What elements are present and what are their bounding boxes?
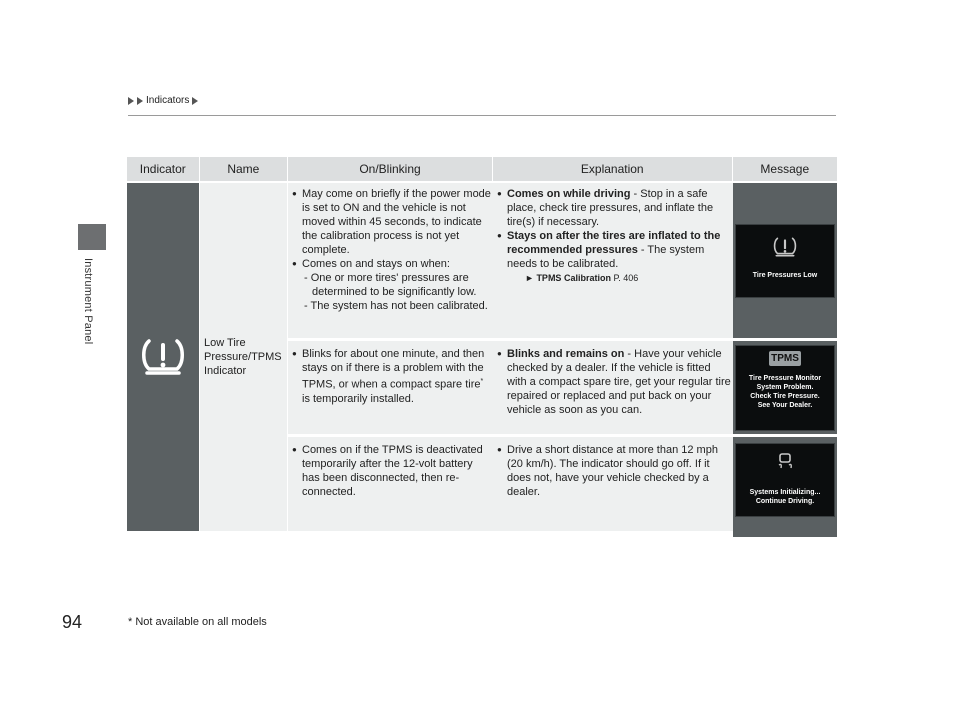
on-blinking-bullet: ● Comes on and stays on when: <box>288 257 492 271</box>
on-blinking-cell <box>288 183 492 313</box>
skid-car-icon <box>775 452 795 472</box>
page-number: 94 <box>62 612 83 632</box>
message-cell <box>733 183 837 338</box>
message-cell <box>733 341 837 434</box>
footnote: * Not available on all models <box>128 616 267 628</box>
chapter-tab <box>78 224 106 250</box>
breadcrumb-arrow-icon <box>128 97 134 105</box>
message-text: See Your Dealer. <box>757 401 813 409</box>
on-blinking-bullet: ● May come on briefly if the power mode is set to ON and the vehicle is not moved within 45 seconds, to indicate the calibration process is not yet complete. <box>288 187 492 257</box>
tpms-warning-icon <box>139 337 187 377</box>
breadcrumb <box>128 95 198 106</box>
table-body <box>127 183 837 531</box>
explanation-text: - Have your vehicle checked by a dealer. If the vehicle is fitted with a compact spare tire, get your regular tire repaired or replaced and put back on your vehicle as soon as you can. <box>507 348 731 416</box>
header-name: Name <box>200 157 289 181</box>
name-cell <box>200 183 287 531</box>
breadcrumb-label: Indicators <box>146 95 190 106</box>
breadcrumb-arrow-icon <box>137 97 143 105</box>
table-header <box>127 157 837 181</box>
message-text: System Problem. <box>756 383 814 391</box>
table-row <box>288 437 837 531</box>
explanation-bold: Blinks and remains on <box>507 348 625 360</box>
indicator-name: Low Tire Pressure/TPMS Indicator <box>204 337 282 377</box>
indicator-table <box>127 157 837 531</box>
explanation-bullet <box>493 229 732 271</box>
on-blinking-sub: - The system has not been calibrated. <box>304 300 488 312</box>
header-explanation: Explanation <box>493 157 733 181</box>
explanation-text: - The system needs to be calibrated. <box>507 244 705 270</box>
on-blinking-text: Blinks for about one minute, and then stays on if there is a problem with the TPMS, or when a compact spare tire <box>302 348 485 391</box>
explanation-bullet <box>493 187 732 229</box>
explanation-cell <box>493 341 732 417</box>
explanation-text: - Stop in a safe place, check tire pressures, and inflate the tire(s) if necessary. <box>507 188 714 228</box>
tpms-badge: TPMS <box>769 351 801 366</box>
message-cell <box>733 437 837 537</box>
reference-title: TPMS Calibration <box>536 273 611 283</box>
indicator-cell <box>127 183 199 531</box>
explanation-bullet <box>493 347 732 417</box>
explanation-bold: Stays on after the tires are inflated to the recommended pressures <box>507 230 721 256</box>
explanation-bullet: ● Drive a short distance at more than 12 mph (20 km/h). The indicator should go off. If it does not, have your vehicle checked by a dealer. <box>493 443 732 499</box>
header-indicator: Indicator <box>127 157 200 181</box>
table-row <box>288 341 837 434</box>
message-text: Check Tire Pressure. <box>750 392 820 400</box>
explanation-cell <box>493 437 732 499</box>
on-blinking-text: is temporarily installed. <box>302 392 414 405</box>
explanation-cell <box>493 183 732 285</box>
header-message: Message <box>760 162 810 176</box>
on-blinking-cell <box>288 437 492 499</box>
on-blinking-cell <box>288 341 492 406</box>
reference-page: P. 406 <box>610 273 639 283</box>
message-text: Systems Initializing... <box>749 489 821 496</box>
header-on-blinking: On/Blinking <box>288 157 493 181</box>
table-row <box>288 183 837 338</box>
on-blinking-bullet: ● Blinks for about one minute, and then stays on if there is a problem with the TPMS, or when a compact spare tire* is temporarily installed. <box>288 347 492 406</box>
message-screen <box>735 224 835 298</box>
explanation-bold: Comes on while driving <box>507 188 631 200</box>
message-screen <box>735 443 835 517</box>
message-text: Continue Driving. <box>755 498 815 505</box>
reference-arrow-icon: ► <box>525 273 534 283</box>
on-blinking-bullet: ● Comes on if the TPMS is deactivated temporarily after the 12-volt battery has been disconnected, then re-connected. <box>288 443 492 499</box>
message-screen <box>735 345 835 431</box>
message-text: Tire Pressure Monitor <box>748 374 822 382</box>
cross-reference <box>493 271 732 285</box>
chapter-label: Instrument Panel <box>82 258 94 345</box>
message-text: Tire Pressures Low <box>752 271 818 279</box>
breadcrumb-arrow-icon <box>192 97 198 105</box>
tpms-warning-icon <box>772 235 798 259</box>
header-rule <box>128 115 836 116</box>
on-blinking-sub: - One or more tires' pressures are determined to be significantly low. <box>304 272 477 298</box>
